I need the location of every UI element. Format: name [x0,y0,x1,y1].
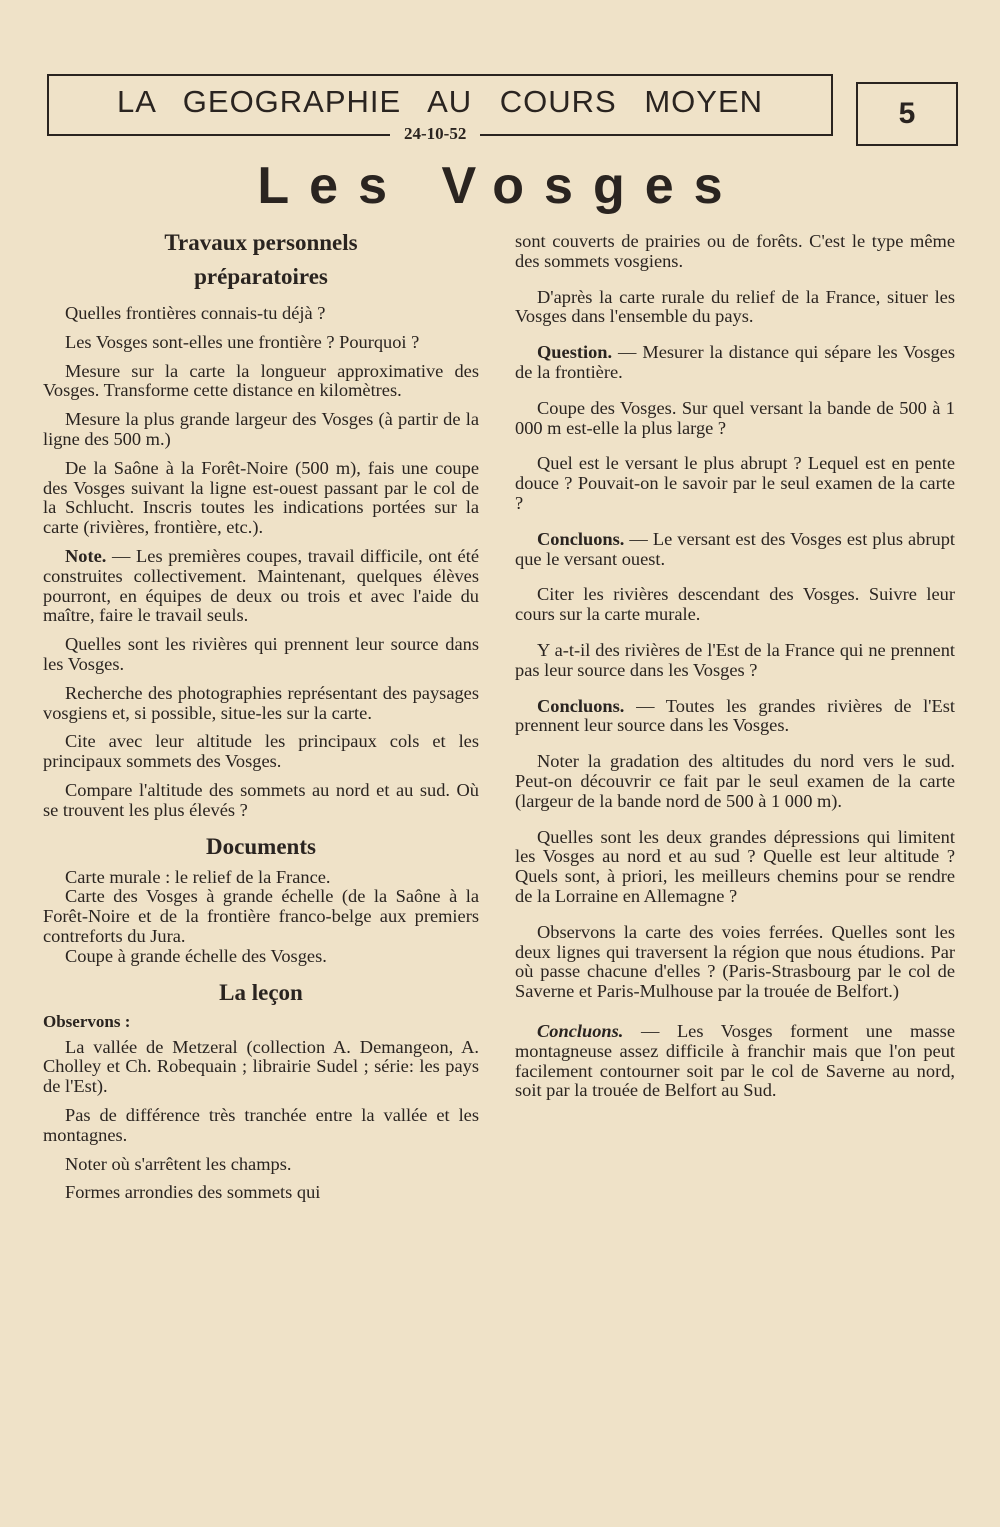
question-lead: Question. [537,342,613,363]
paragraph: Quelles sont les rivières qui prennent leur source dans les Vosges. [43,634,479,674]
paragraph: Quelles frontières connais-tu déjà ? [65,303,326,323]
header-title: LA GEOGRAPHIE AU COURS MOYEN [116,84,764,119]
conclusion-paragraph [515,1022,955,1101]
conclusion-lead: Concluons. [537,528,625,549]
paragraph: La vallée de Metzeral (collection A. Demangeon, A. Cholley et Ch. Robequain ; librairie Sudel ; série: les pays de l'Est). [43,1036,479,1097]
conclusion-paragraph [515,697,955,737]
document-item: Carte murale : le relief de la France. [65,866,331,887]
paragraph: Y a-t-il des rivières de l'Est de la France qui ne prennent pas leur source dans les Vosges ? [515,639,955,680]
section-title-line2: préparatoires [194,264,328,289]
issue-date: 24-10-52 [390,124,480,144]
right-column [515,232,955,1110]
paragraph: Mesure sur la carte la longueur approximative des Vosges. Transforme cette distance en kilomètres. [43,360,479,401]
section-title-line1: Travaux personnels [164,230,358,255]
observons-heading: Observons : [43,1011,131,1031]
question-paragraph [515,343,955,383]
paragraph: De la Saône à la Forêt-Noire (500 m), fais une coupe des Vosges suivant la ligne est-ouest passant par le col de la Schlucht. Inscris toutes les indications portées sur la carte (rivières, frontière, etc.). [43,457,479,538]
paragraph: Quel est le versant le plus abrupt ? Lequel est en pente douce ? Pouvait-on le savoir par le seul examen de la carte ? [515,453,955,513]
paragraph: Recherche des photographies représentant des paysages vosgiens et, si possible, situe-les sur la carte. [43,682,479,723]
document-item: Carte des Vosges à grande échelle (de la Saône à la Forêt-Noire et de la frontière franco-belge aux premiers contreforts du Jura. [43,886,479,946]
paragraph: Pas de différence très tranchée entre la vallée et les montagnes. [43,1104,479,1145]
section-title-documents: Documents [206,833,316,859]
paragraph: Observons la carte des voies ferrées. Quelles sont les deux lignes qui traversent la région que nous étudions. Par où passe chacune d'elles ? (Paris-Strasbourg par le col de Saverne et Paris-Mulhouse par la trouée de Belfort.) [515,921,955,1002]
note-text: — Les premières coupes, travail difficile, ont été construites collectivement. Maintenant, quelques élèves pourront, en équipes de deux ou trois et avec l'aide du maître, faire le travail seuls. [43,545,479,626]
paragraph: Noter la gradation des altitudes du nord vers le sud. Peut-on découvrir ce fait par le seul examen de la carte (largeur de la bande nord de 500 à 1 000 m). [515,751,955,811]
document-item: Coupe à grande échelle des Vosges. [65,945,327,966]
paragraph: Quelles sont les deux grandes dépressions qui limitent les Vosges au nord et au sud ? Quelle est leur altitude ? Quels sont, à priori, les meilleurs chemins pour se rendre de la Lorraine en Allemagne ? [515,826,955,906]
paragraph: Compare l'altitude des sommets au nord et au sud. Où se trouvent les plus élevés ? [43,779,479,820]
question-text: — Mesurer la distance qui sépare les Vosges de la frontière. [515,342,955,382]
paragraph: Noter où s'arrêtent les champs. [65,1153,292,1174]
note-lead: Note. [65,545,107,566]
paragraph: Citer les rivières descendant des Vosges. Suivre leur cours sur la carte murale. [515,584,955,625]
conclusion-lead: Concluons. [537,1020,624,1041]
paragraph: sont couverts de prairies ou de forêts. C'est le type même des sommets vosgiens. [515,231,955,271]
left-column [43,226,479,1212]
paragraph: Les Vosges sont-elles une frontière ? Pourquoi ? [65,331,420,352]
conclusion-text: — Le versant est des Vosges est plus abrupt que le versant ouest. [515,528,955,569]
conclusion-paragraph [515,530,955,570]
paragraph: Cite avec leur altitude les principaux cols et les principaux sommets des Vosges. [43,731,479,772]
paragraph: Coupe des Vosges. Sur quel versant la bande de 500 à 1 000 m est-elle la plus large ? [515,397,955,438]
note-paragraph [43,547,479,626]
page-number: 5 [856,82,958,146]
conclusion-text: — Toutes les grandes rivières de l'Est prennent leur source dans les Vosges. [515,695,955,736]
paragraph: Mesure la plus grande largeur des Vosges (à partir de la ligne des 500 m.) [43,409,479,449]
section-title-lecon: La leçon [219,979,303,1005]
page-title: Les Vosges [257,157,743,215]
conclusion-text: — Les Vosges forment une masse montagneuse assez difficile à franchir mais que l'on peut facilement contourner soit par le col de Saverne au nord, soit par la trouée de Belfort au Sud. [515,1020,955,1101]
paragraph: Formes arrondies des sommets qui [65,1182,321,1203]
section-title-travaux [43,226,479,294]
paragraph: D'après la carte rurale du relief de la France, situer les Vosges dans l'ensemble du pays. [515,286,955,327]
conclusion-lead: Concluons. [537,695,625,716]
